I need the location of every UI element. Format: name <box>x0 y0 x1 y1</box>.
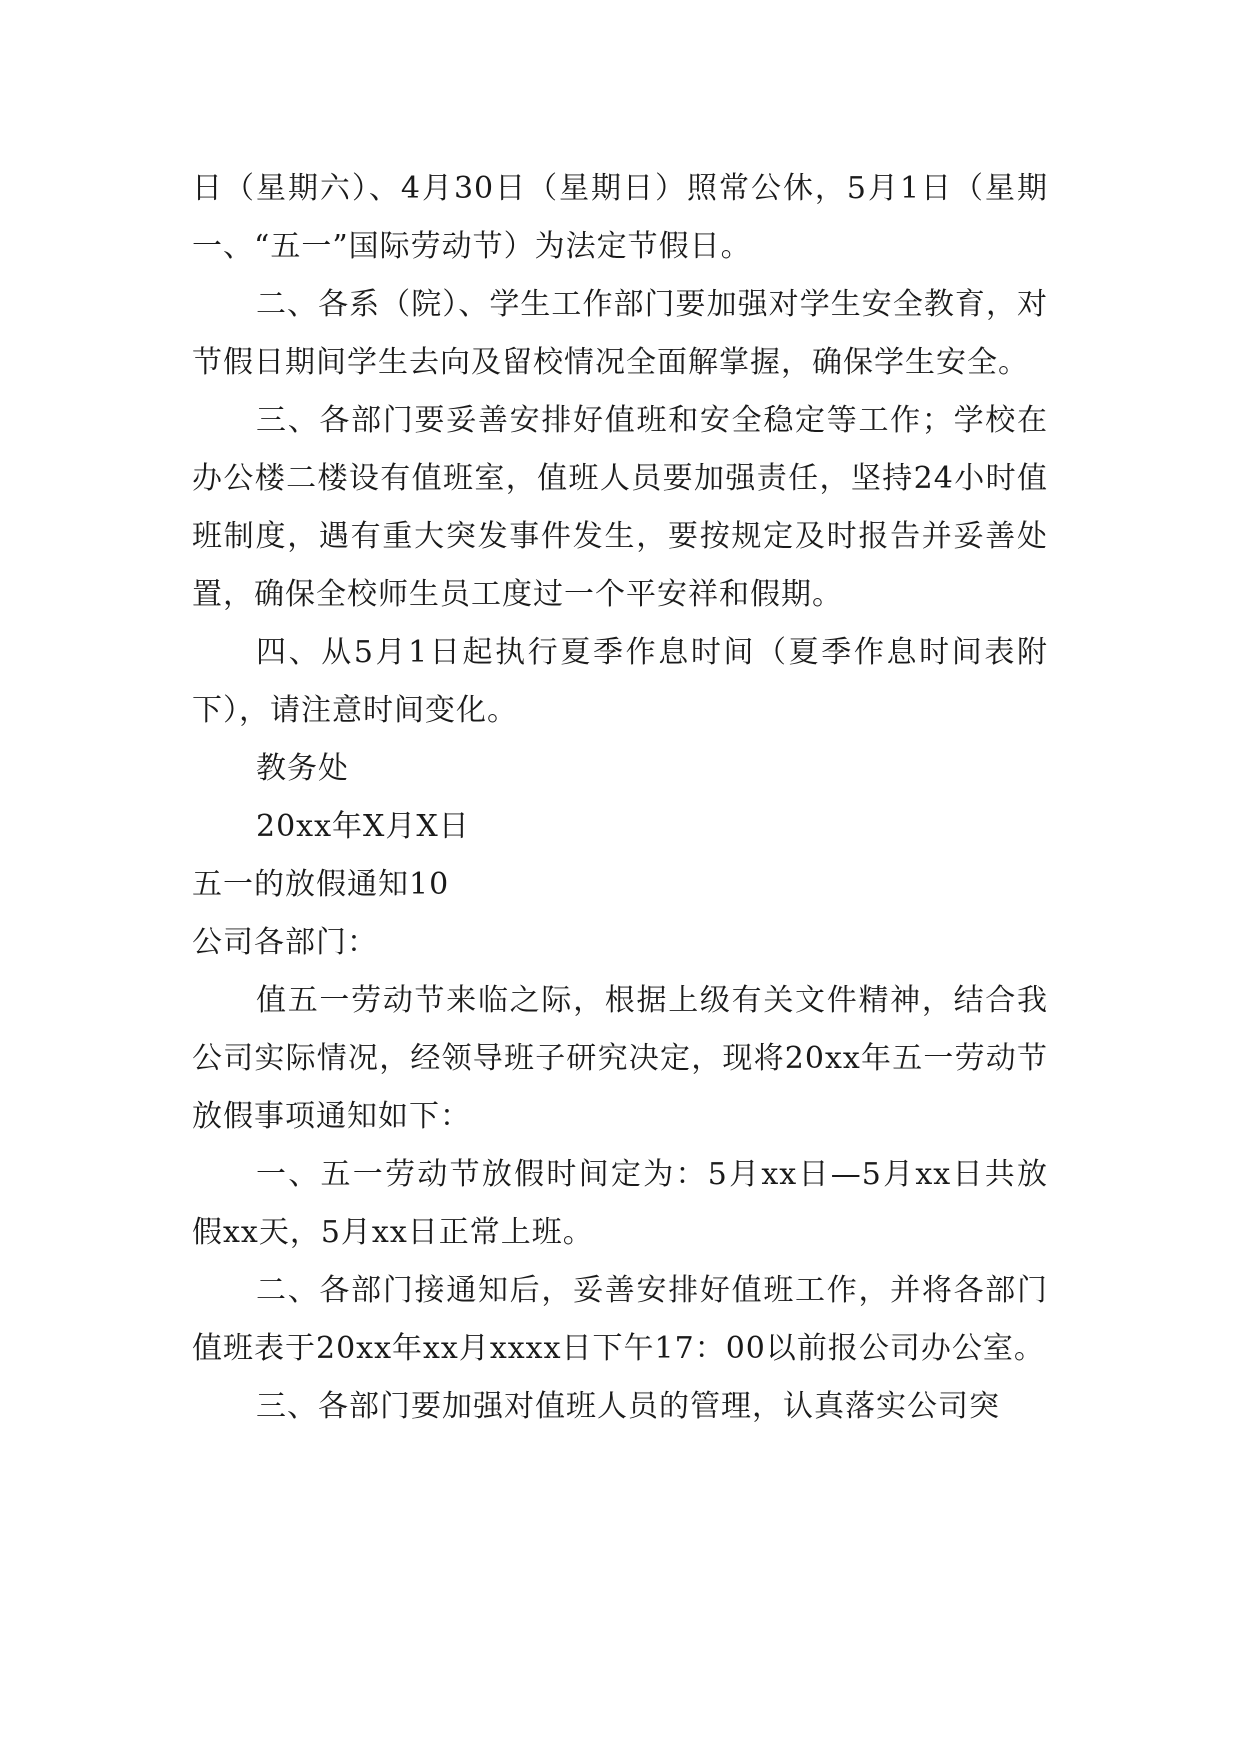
paragraph-intro: 值五一劳动节来临之际，根据上级有关文件精神，结合我公司实际情况，经领导班子研究决定，现将20xx年五一劳动节放假事项通知如下： <box>192 983 1048 1134</box>
salutation: 公司各部门： <box>192 925 378 960</box>
paragraph-holiday-dates: 日（星期六）、4月30日（星期日）照常公休，5月1日（星期一、“五一”国际劳动节）为法定节假日。 <box>192 171 1048 264</box>
document-body <box>192 160 1048 1436</box>
section-title: 五一的放假通知10 <box>192 867 450 902</box>
paragraph-holiday-period: 一、五一劳动节放假时间定为：5月xx日—5月xx日共放假xx天，5月xx日正常上班。 <box>192 1157 1048 1250</box>
paragraph-duty-arrangement: 三、各部门要妥善安排好值班和安全稳定等工作；学校在办公楼二楼设有值班室，值班人员要加强责任，坚持24小时值班制度，遇有重大突发事件发生，要按规定及时报告并妥善处置，确保全校师生员工度过一个平安祥和假期。 <box>192 403 1048 612</box>
signature-date: 20xx年X月X日 <box>256 809 470 844</box>
paragraph-duty-roster: 二、各部门接通知后，妥善安排好值班工作，并将各部门值班表于20xx年xx月xxxx日下午17：00以前报公司办公室。 <box>192 1273 1048 1366</box>
paragraph-duty-management: 三、各部门要加强对值班人员的管理，认真落实公司突 <box>256 1389 1000 1424</box>
signature-office: 教务处 <box>256 751 349 786</box>
paragraph-student-safety: 二、各系（院）、学生工作部门要加强对学生安全教育，对节假日期间学生去向及留校情况全面解掌握，确保学生安全。 <box>192 287 1048 380</box>
paragraph-summer-schedule: 四、从5月1日起执行夏季作息时间（夏季作息时间表附下），请注意时间变化。 <box>192 635 1048 728</box>
